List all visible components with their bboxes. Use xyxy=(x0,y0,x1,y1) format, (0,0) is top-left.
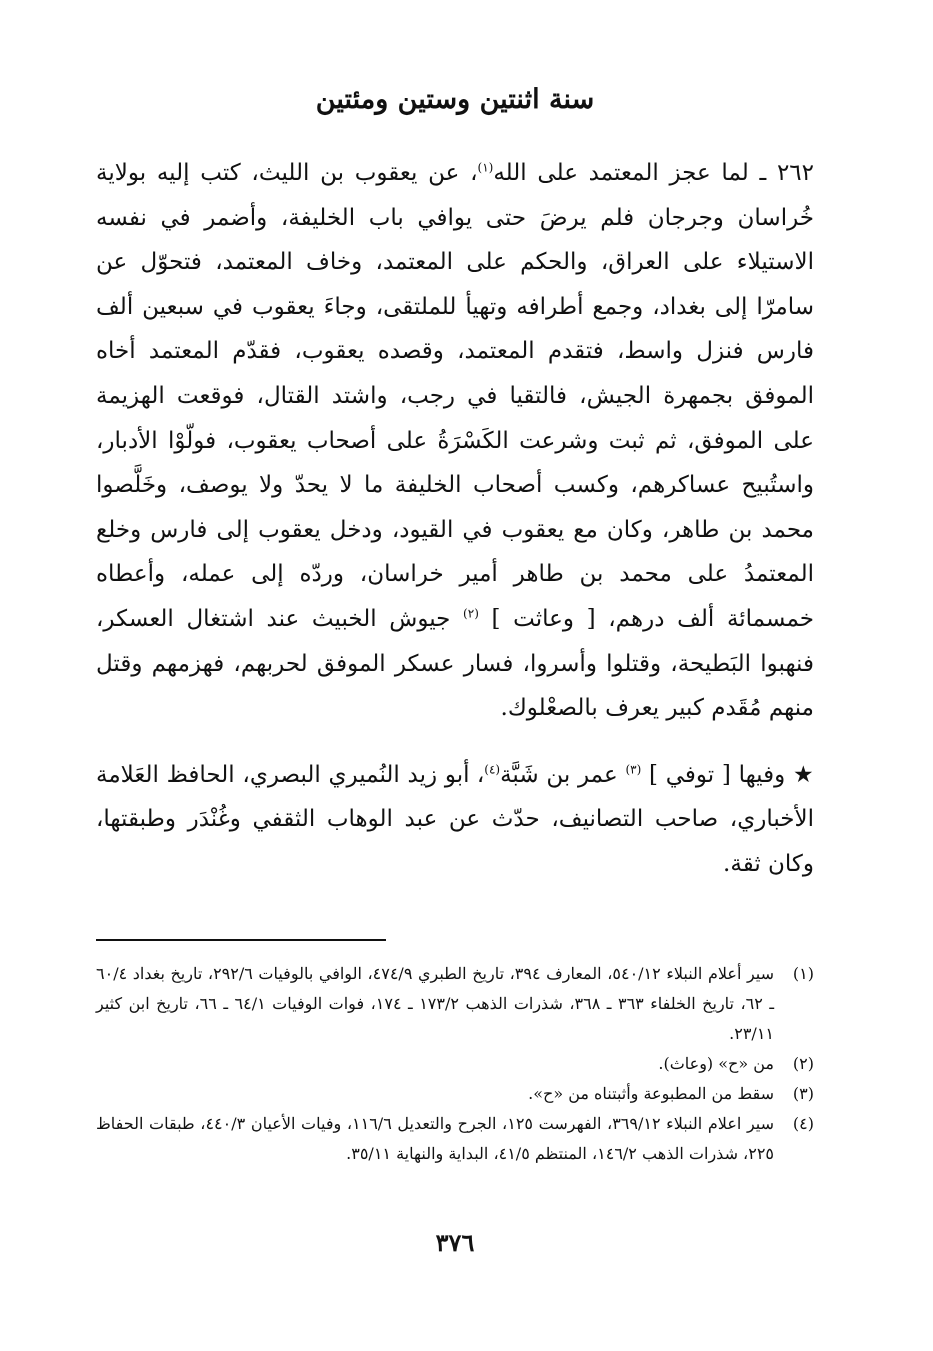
footnote-number: (٢) xyxy=(792,1053,814,1073)
paragraph-text: عمر بن شَبَّة xyxy=(500,761,618,788)
paragraph-text: ٢٦٢ ـ لما عجز المعتمد على الله xyxy=(493,160,814,186)
footnote-ref-2: (٢) xyxy=(463,606,479,621)
paragraph-text: جيوش الخبيث عند اشتغال العسكر، فنهبوا البَطيحة، وقتلوا وأسروا، فسار عسكر الموفق لحربهم، فهزمهم وقتل منهم مُقَدم كبير يعرف بالصعْلوك. xyxy=(96,605,814,722)
paragraph-text: ، أبو زيد النُميري البصري، الحافظ العَلامة الأخباري، صاحب التصانيف، حدّث عن عبد الوهاب الثقفي وغُنْدَر وطبقتها، وكان ثقة. xyxy=(96,761,814,877)
paragraph-text: ، عن يعقوب بن الليث، كتب إليه بولاية خُراسان وجرجان فلم يرضَ حتى يوافي باب الخليفة، وأضمر في نفسه الاستيلاء على العراق، والحكم على المعتمد، وخاف المعتمد، فتحوّل عن سامرّا إلى بغداد، وجمع أطرافه وتهيأ للملتقى، وجاءَ يعقوب في سبعين ألف فارس فنزل واسط، فتقدم المعتمد، وقصده يعقوب، فقدّم المعتمد أخاه الموفق بجمهرة الجيش، فالتقيا في رجب، واشتد القتال، فوقعت الهزيمة على الموفق، ثم ثبت وشرعت الكَسْرَةُ على أصحاب يعقوب، فولّوْا الأدبار، واستُبيح عساكرهم، وكسب أصحاب الخليفة ما لا يحدّ ولا يوصف، وخَلَّصوا محمد بن طاهر، وكان مع يعقوب في القيود، ودخل يعقوب إلى فارس وخلع المعتمدُ على محمد بن طاهر أمير خراسان، وردّه إلى عمله، وأعطاه خمسمائة ألف درهم، [ وعاثت ] xyxy=(96,160,815,632)
footnote-ref-1: (١) xyxy=(477,160,494,175)
footnote-item xyxy=(96,959,814,1049)
page-content xyxy=(96,80,814,1280)
footnote-ref-4: (٤) xyxy=(484,762,501,777)
footnote-number: (٤) xyxy=(792,1113,814,1133)
paragraph-main xyxy=(96,151,814,731)
footnote-text: من «ح» (وعاث). xyxy=(658,1053,774,1073)
paragraph-obituary xyxy=(96,753,814,887)
footnote-item xyxy=(96,1079,814,1109)
footnote-ref-3: (٣) xyxy=(625,762,642,777)
footnote-item xyxy=(96,1109,814,1169)
footnote-number: (١) xyxy=(792,963,814,983)
footnote-text: سير أعلام النبلاء ٥٤٠/١٢، المعارف ٣٩٤، تاريخ الطبري ٤٧٤/٩، الوافي بالوفيات ٢٩٢/٦، تاريخ بغداد ٦٠/٤ ـ ٦٢، تاريخ الخلفاء ٣٦٣ ـ ٣٦٨، شذرات الذهب ١٧٣/٢ ـ ١٧٤، فوات الوفيات ٦٤/١ ـ ٦٦، تاريخ ابن كثير ٢٣/١١. xyxy=(96,963,775,1043)
footnotes-list xyxy=(96,959,814,1169)
footnote-text: سير اعلام النبلاء ٣٦٩/١٢، الفهرست ١٢٥، الجرح والتعديل ١١٦/٦، وفيات الأعيان ٤٤٠/٣، طبقات الحفاظ ٢٢٥، شذرات الذهب ١٤٦/٢، المنتظم ٤١/٥، البداية والنهاية ٣٥/١١. xyxy=(96,1113,775,1163)
page-number: ٣٧٦ xyxy=(435,1228,475,1257)
paragraph-text: ★ وفيها [ توفي ] xyxy=(649,761,814,788)
page-title: سنة اثنتين وستين ومئتين xyxy=(315,84,595,115)
footnote-item xyxy=(96,1049,814,1079)
footnote-number: (٣) xyxy=(792,1083,814,1103)
footnote-divider xyxy=(96,939,386,941)
paragraph-spacer xyxy=(96,731,814,753)
footnote-text: سقط من المطبوعة وأثبتناه من «ح». xyxy=(528,1083,774,1103)
